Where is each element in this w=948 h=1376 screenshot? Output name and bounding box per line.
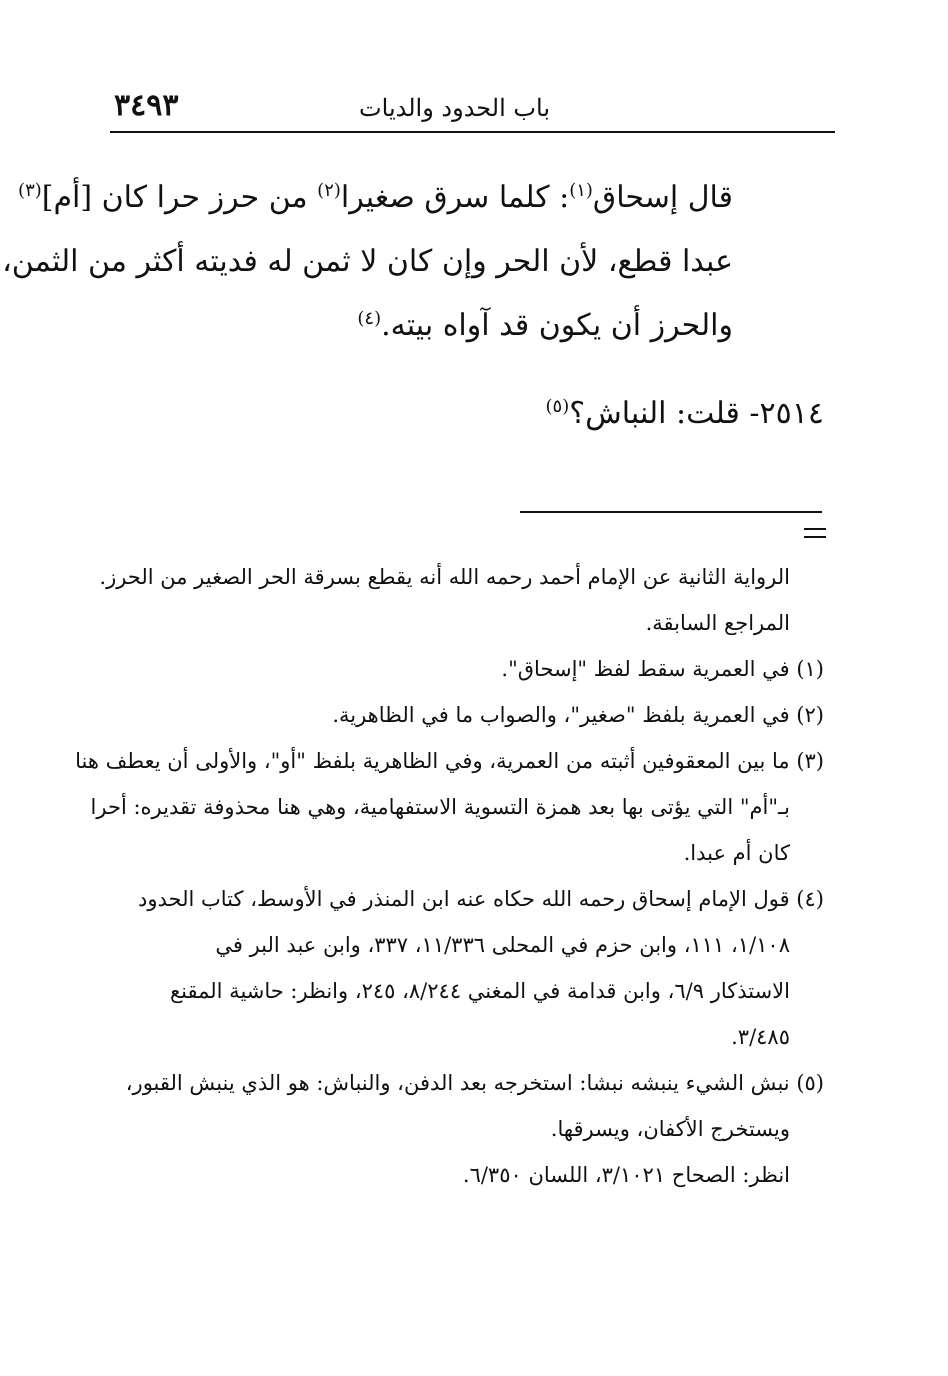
question-entry [545, 396, 824, 431]
footnote-2: (٢) في العمرية بلفظ "صغير"، والصواب ما في الظاهرية. [332, 703, 824, 727]
footnote-3-line: كان أم عبدا. [683, 841, 790, 865]
footnote-continuation-line: المراجع السابقة. [645, 611, 790, 635]
footnote-4-line: ١/١٠٨، ١١١، وابن حزم في المحلى ١١/٣٣٦، ٣٣٧، وابن عبد البر في [215, 933, 790, 957]
question-number: ٢٥١٤- [739, 396, 824, 431]
footnote-5-line: ويستخرج الأكفان، ويسرقها. [550, 1117, 790, 1141]
footnote-4-line: ٣/٤٨٥. [731, 1025, 790, 1049]
main-text [2, 166, 733, 358]
footnote-ref: (٤) [357, 308, 382, 329]
question-text: قلت: النباش؟ [569, 396, 740, 431]
continuation-mark [804, 528, 826, 542]
footnote-ref: (٣) [18, 180, 42, 201]
page-header [110, 88, 835, 128]
running-title: باب الحدود والديات [359, 94, 550, 122]
footnote-3: (٣) ما بين المعقوفين أثبته من العمرية، وفي الظاهرية بلفظ "أو"، والأولى أن يعطف هنا [75, 749, 824, 773]
header-rule [110, 131, 835, 133]
footnote-1: (١) في العمرية سقط لفظ "إسحاق". [501, 657, 824, 681]
text-segment: من حرز حرا كان [أم] [41, 180, 318, 215]
page-number: ٣٤٩٣ [114, 88, 179, 123]
footnote-4: (٤) قول الإمام إسحاق رحمه الله حكاه عنه ابن المنذر في الأوسط، كتاب الحدود [138, 887, 824, 911]
footnote-4-line: الاستذكار ٦/٩، وابن قدامة في المغني ٨/٢٤٤، ٢٤٥، وانظر: حاشية المقنع [170, 979, 790, 1003]
footnote-ref: (٢) [317, 180, 341, 201]
text-segment: والحرز أن يكون قد آواه بيته. [381, 308, 733, 343]
footnote-ref: (١) [569, 180, 593, 201]
footnotes [75, 554, 824, 1198]
text-segment: : كلما سرق صغيرا [340, 180, 570, 215]
footnote-ref: (٥) [545, 396, 570, 417]
main-line-1 [18, 166, 733, 230]
footnote-continuation-line: الرواية الثانية عن الإمام أحمد رحمه الله أنه يقطع بسرقة الحر الصغير من الحرز. [99, 565, 790, 589]
footnote-3-line: بـ"أم" التي يؤتى بها بعد همزة التسوية الاستفهامية، وهي هنا محذوفة تقديره: أحرا [90, 795, 790, 819]
footnote-5-line: انظر: الصحاح ٣/١٠٢١، اللسان ٦/٣٥٠. [462, 1163, 790, 1187]
main-line-3 [108, 294, 733, 358]
footnote-5: (٥) نبش الشيء ينبشه نبشا: استخرجه بعد الدفن، والنباش: هو الذي ينبش القبور، [125, 1071, 824, 1095]
main-line-2: عبدا قطع، لأن الحر وإن كان لا ثمن له فديته أكثر من الثمن، [2, 244, 733, 279]
text-segment: قال إسحاق [592, 180, 733, 215]
footnote-separator [520, 511, 822, 513]
